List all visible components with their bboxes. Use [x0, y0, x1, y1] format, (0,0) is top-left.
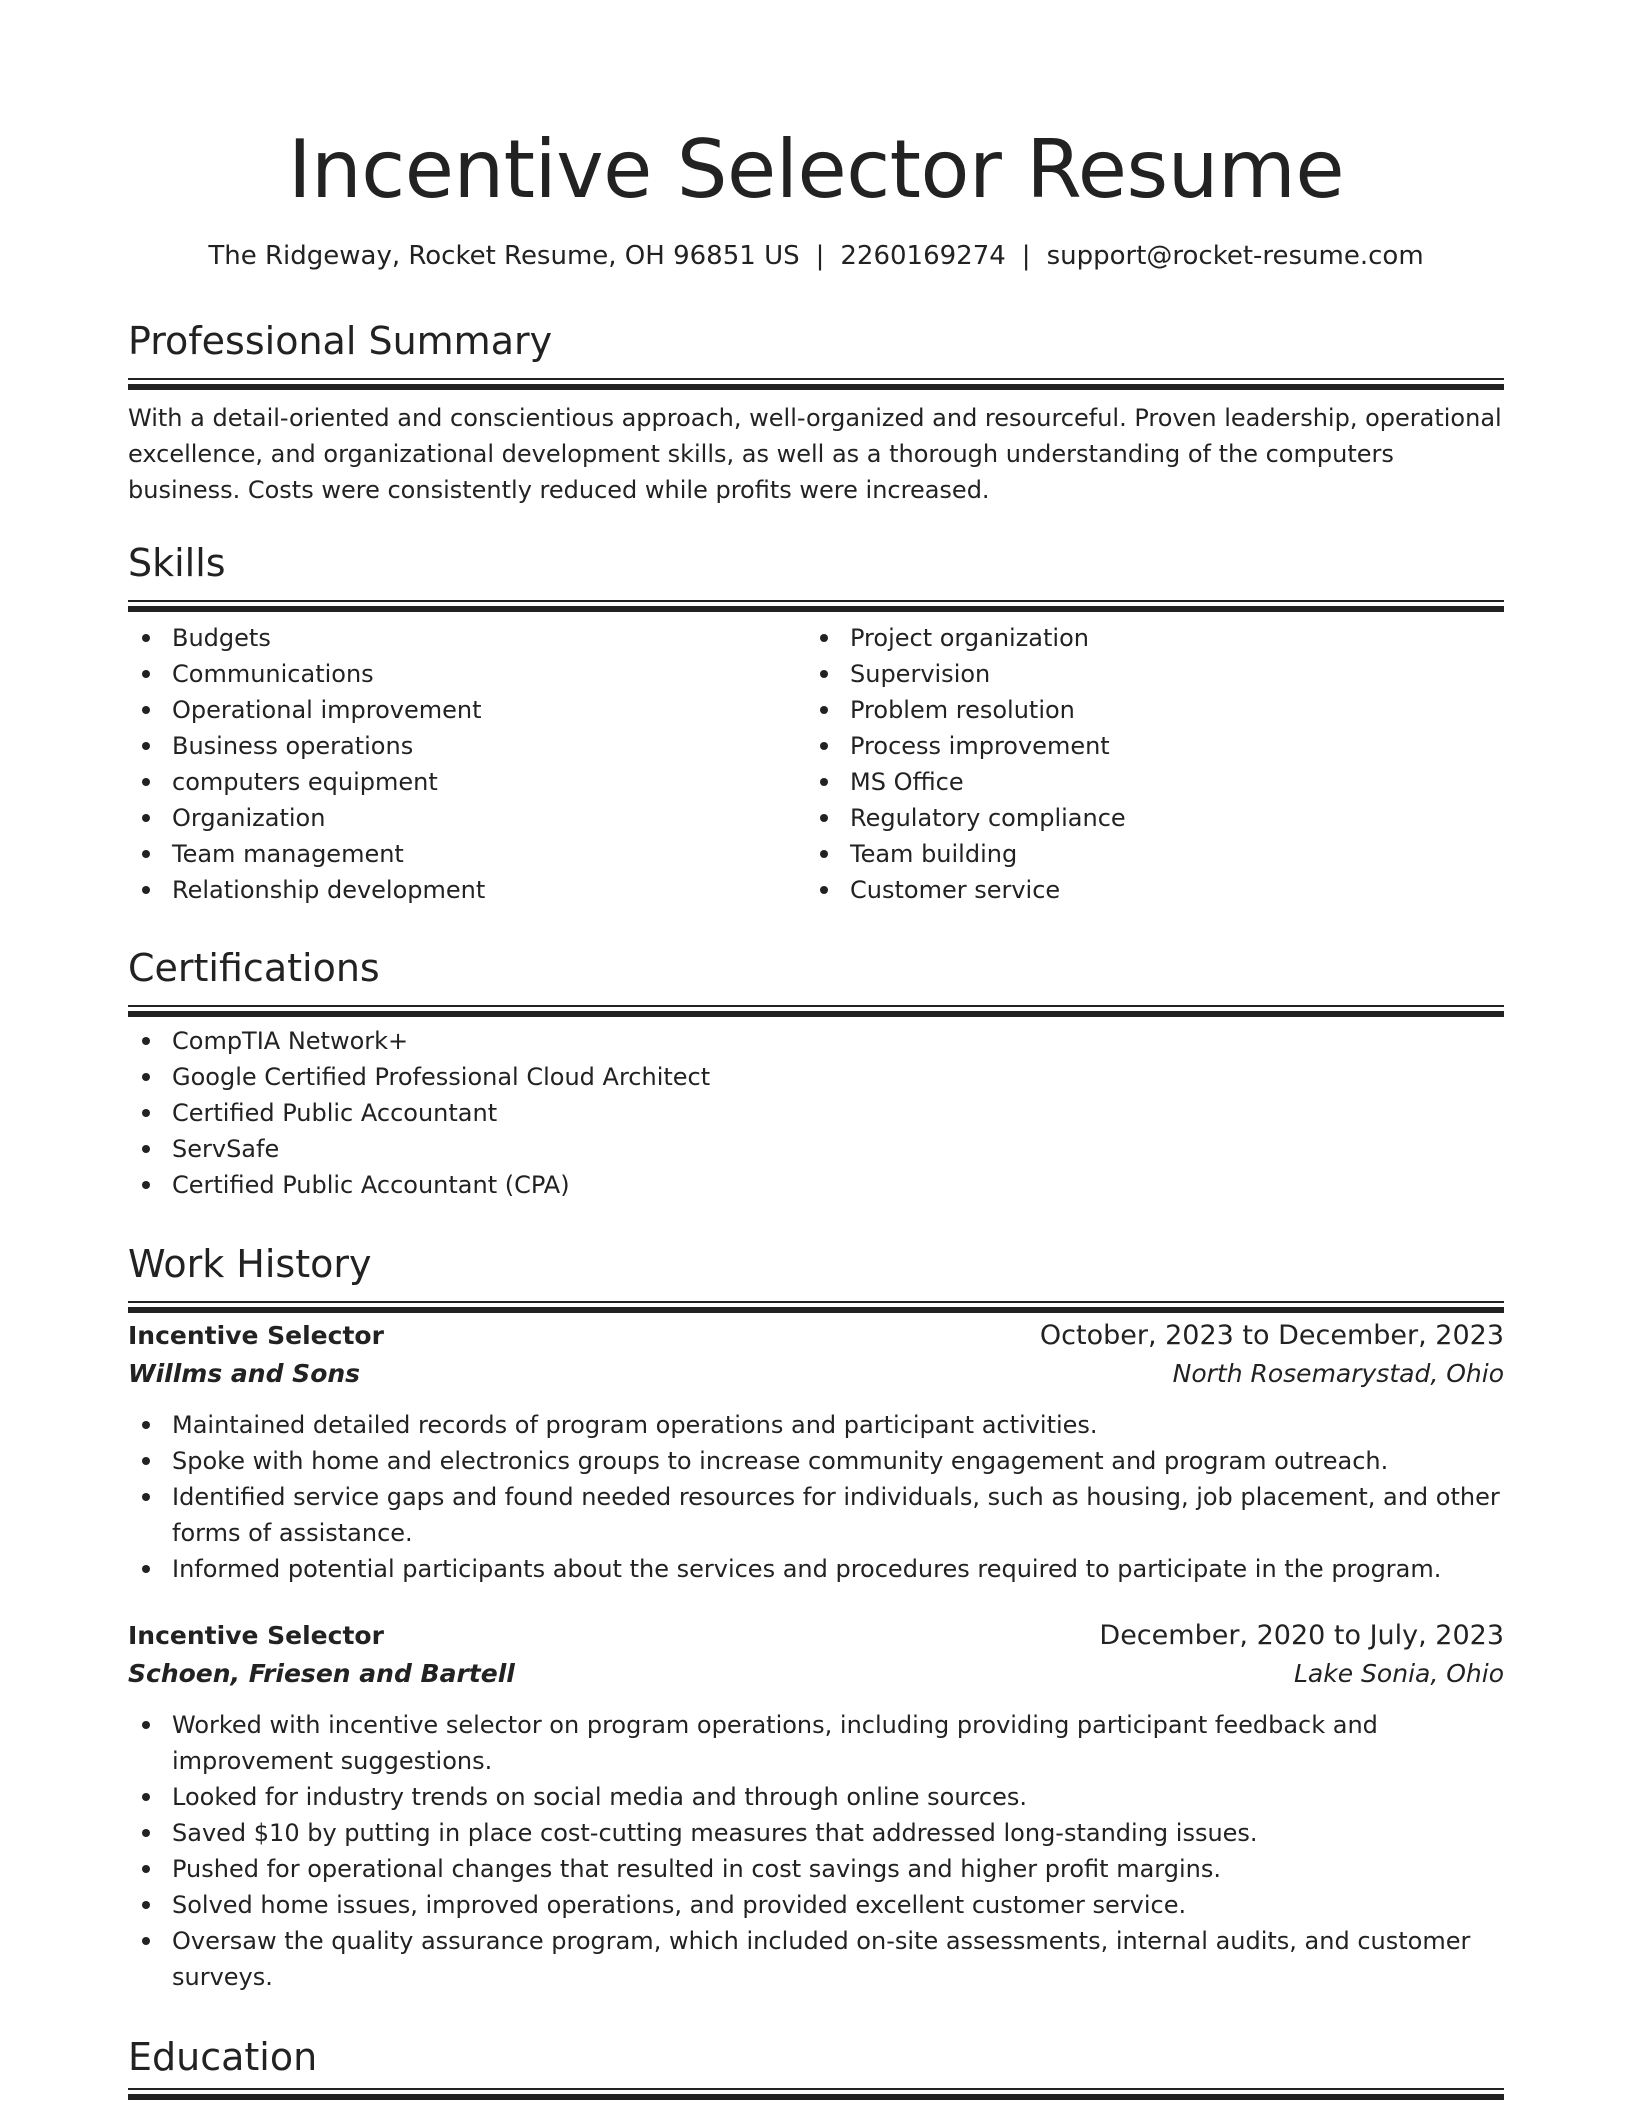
skill-item: Budgets — [128, 620, 806, 656]
contact-email[interactable]: support@rocket-resume.com — [1046, 241, 1424, 271]
skill-item: Project organization — [806, 620, 1484, 656]
job-entry — [128, 1317, 1504, 1587]
contact-address: The Ridgeway, Rocket Resume, OH 96851 US — [208, 241, 800, 271]
skill-item: Operational improvement — [128, 692, 806, 728]
skills-left-column — [128, 620, 806, 908]
section-divider — [128, 1301, 1504, 1303]
education-section — [128, 2032, 1504, 2090]
certifications-heading: Certifications — [128, 946, 380, 990]
skills-section — [128, 538, 1504, 908]
job-location: North Rosemarystad, Ohio — [1172, 1359, 1504, 1388]
education-heading: Education — [128, 2035, 318, 2079]
contact-phone: 2260169274 — [840, 241, 1006, 271]
certification-item: Certified Public Accountant — [128, 1095, 1504, 1131]
summary-section — [128, 316, 1504, 508]
summary-heading: Professional Summary — [128, 319, 553, 363]
job-dates: October, 2023 to December, 2023 — [1039, 1320, 1504, 1351]
skill-item: Process improvement — [806, 728, 1484, 764]
certification-item: Google Certified Professional Cloud Architect — [128, 1059, 1504, 1095]
certifications-section — [128, 943, 1504, 1203]
summary-text: With a detail-oriented and conscientious approach, well-organized and resourceful. Proven leadership, operational excellence, and organizational development skills, as well as a thorough understanding of the computers business. Costs were consistently reduced while profits were increased. — [128, 404, 1502, 504]
skill-item: Problem resolution — [806, 692, 1484, 728]
job-dates: December, 2020 to July, 2023 — [1099, 1620, 1504, 1651]
skills-grid — [128, 620, 1504, 908]
skill-item: MS Office — [806, 764, 1484, 800]
job-company-row — [128, 1355, 1504, 1393]
job-duties-list — [128, 1707, 1504, 1995]
job-duty-item: Identified service gaps and found needed resources for individuals, such as housing, job placement, and other forms of assistance. — [128, 1479, 1504, 1551]
job-duty-item: Solved home issues, improved operations, and provided excellent customer service. — [128, 1887, 1504, 1923]
job-duty-item: Worked with incentive selector on program operations, including providing participant feedback and improvement suggestions. — [128, 1707, 1504, 1779]
section-divider — [128, 600, 1504, 602]
job-duty-item: Spoke with home and electronics groups to increase community engagement and program outreach. — [128, 1443, 1504, 1479]
section-divider — [128, 378, 1504, 380]
job-header-row — [128, 1617, 1504, 1655]
job-duty-item: Maintained detailed records of program operations and participant activities. — [128, 1407, 1504, 1443]
work-history-section — [128, 1239, 1504, 1995]
job-header-row — [128, 1317, 1504, 1355]
skill-item: computers equipment — [128, 764, 806, 800]
job-duty-item: Informed potential participants about the services and procedures required to participate in the program. — [128, 1551, 1504, 1587]
job-duties-list — [128, 1407, 1504, 1587]
skill-item: Customer service — [806, 872, 1484, 908]
skill-item: Communications — [128, 656, 806, 692]
skill-item: Regulatory compliance — [806, 800, 1484, 836]
contact-separator: | — [1021, 241, 1031, 271]
job-company: Schoen, Friesen and Bartell — [128, 1659, 515, 1688]
skill-item: Relationship development — [128, 872, 806, 908]
job-company-row — [128, 1655, 1504, 1693]
certification-item: Certified Public Accountant (CPA) — [128, 1167, 1504, 1203]
certification-item: CompTIA Network+ — [128, 1023, 1504, 1059]
work-history-heading: Work History — [128, 1242, 372, 1286]
contact-separator: | — [815, 241, 825, 271]
skill-item: Team management — [128, 836, 806, 872]
section-divider — [128, 2088, 1504, 2090]
job-title: Incentive Selector — [128, 1321, 384, 1350]
skill-item: Team building — [806, 836, 1484, 872]
contact-line — [128, 238, 1504, 274]
job-duty-item: Saved $10 by putting in place cost-cutting measures that addressed long-standing issues. — [128, 1815, 1504, 1851]
skills-right-column — [806, 620, 1484, 908]
section-divider — [128, 1005, 1504, 1007]
job-company: Willms and Sons — [128, 1359, 361, 1388]
job-title: Incentive Selector — [128, 1621, 384, 1650]
resume-title: Incentive Selector Resume — [287, 123, 1345, 216]
job-duty-item: Oversaw the quality assurance program, which included on-site assessments, internal audits, and customer surveys. — [128, 1923, 1504, 1995]
skill-item: Supervision — [806, 656, 1484, 692]
skill-item: Organization — [128, 800, 806, 836]
job-duty-item: Looked for industry trends on social media and through online sources. — [128, 1779, 1504, 1815]
skills-heading: Skills — [128, 541, 226, 585]
certification-item: ServSafe — [128, 1131, 1504, 1167]
job-duty-item: Pushed for operational changes that resulted in cost savings and higher profit margins. — [128, 1851, 1504, 1887]
certifications-list — [128, 1023, 1504, 1203]
skill-item: Business operations — [128, 728, 806, 764]
job-entry — [128, 1617, 1504, 1995]
job-location: Lake Sonia, Ohio — [1294, 1659, 1504, 1688]
